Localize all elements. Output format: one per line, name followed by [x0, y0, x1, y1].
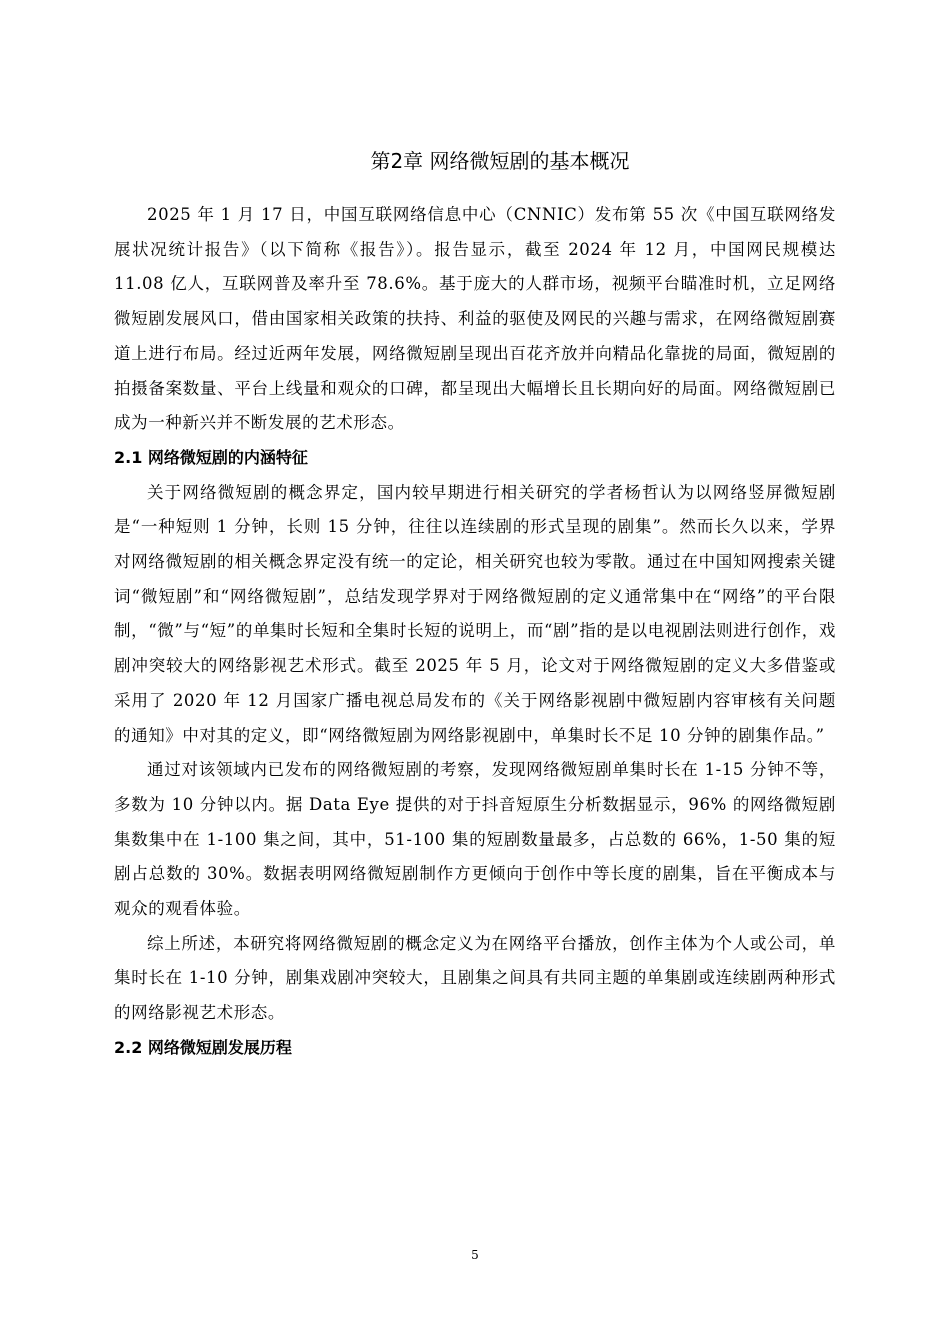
page-number: 5	[471, 1248, 479, 1262]
section-2-1-paragraph-1: 关于网络微短剧的概念界定，国内较早期进行相关研究的学者杨哲认为以网络竖屏微短剧是“一种短则 1 分钟，长则 15 分钟，往往以连续剧的形式呈现的剧集”。然而长久以来，学界对网络微短剧的相关概念界定没有统一的定论，相关研究也较为零散。通过在中国知网搜索关键词“微短剧”和“网络微短剧”，总结发现学界对于网络微短剧的定义通常集中在“网络”的平台限制，“微”与“短”的单集时长短和全集时长短的说明上，而“剧”指的是以电视剧法则进行创作，戏剧冲突较大的网络影视艺术形式。截至 2025 年 5 月，论文对于网络微短剧的定义大多借鉴或采用了 2020 年 12 月国家广播电视总局发布的《关于网络影视剧中微短剧内容审核有关问题的通知》中对其的定义，即“网络微短剧为网络影视剧中，单集时长不足 10 分钟的剧集作品。”	[114, 482, 836, 745]
document-body	[114, 198, 836, 1066]
section-heading-2-1: 2.1 网络微短剧的内涵特征	[114, 447, 308, 467]
intro-paragraph: 2025 年 1 月 17 日，中国互联网络信息中心（CNNIC）发布第 55 次《中国互联网络发展状况统计报告》（以下简称《报告》）。报告显示，截至 2024 年 12 月，中国网民规模达 11.08 亿人，互联网普及率升至 78.6%。基于庞大的人群市场，视频平台瞄准时机，立足网络微短剧发展风口，借由国家相关政策的扶持、利益的驱使及网民的兴趣与需求，在网络微短剧赛道上进行布局。经过近两年发展，网络微短剧呈现出百花齐放并向精品化靠拢的局面，微短剧的拍摄备案数量、平台上线量和观众的口碑，都呈现出大幅增长且长期向好的局面。网络微短剧已成为一种新兴并不断发展的艺术形态。	[114, 205, 836, 433]
section-2-1-paragraph-3: 综上所述，本研究将网络微短剧的概念定义为在网络平台播放，创作主体为个人或公司，单集时长在 1-10 分钟，剧集戏剧冲突较大，且剧集之间具有共同主题的单集剧或连续剧两种形式的网络影视艺术形态。	[114, 933, 836, 1023]
section-2-1-paragraph-2: 通过对该领域内已发布的网络微短剧的考察，发现网络微短剧单集时长在 1-15 分钟不等，多数为 10 分钟以内。据 Data Eye 提供的对于抖音短原生分析数据显示，96% 的网络微短剧集数集中在 1-100 集之间，其中，51-100 集的短剧数量最多，占总数的 66%，1-50 集的短剧占总数的 30%。数据表明网络微短剧制作方更倾向于创作中等长度的剧集，旨在平衡成本与观众的观看体验。	[114, 760, 836, 919]
section-heading-2-2: 2.2 网络微短剧发展历程	[114, 1037, 292, 1057]
chapter-title: 第2章 网络微短剧的基本概况	[370, 149, 630, 173]
